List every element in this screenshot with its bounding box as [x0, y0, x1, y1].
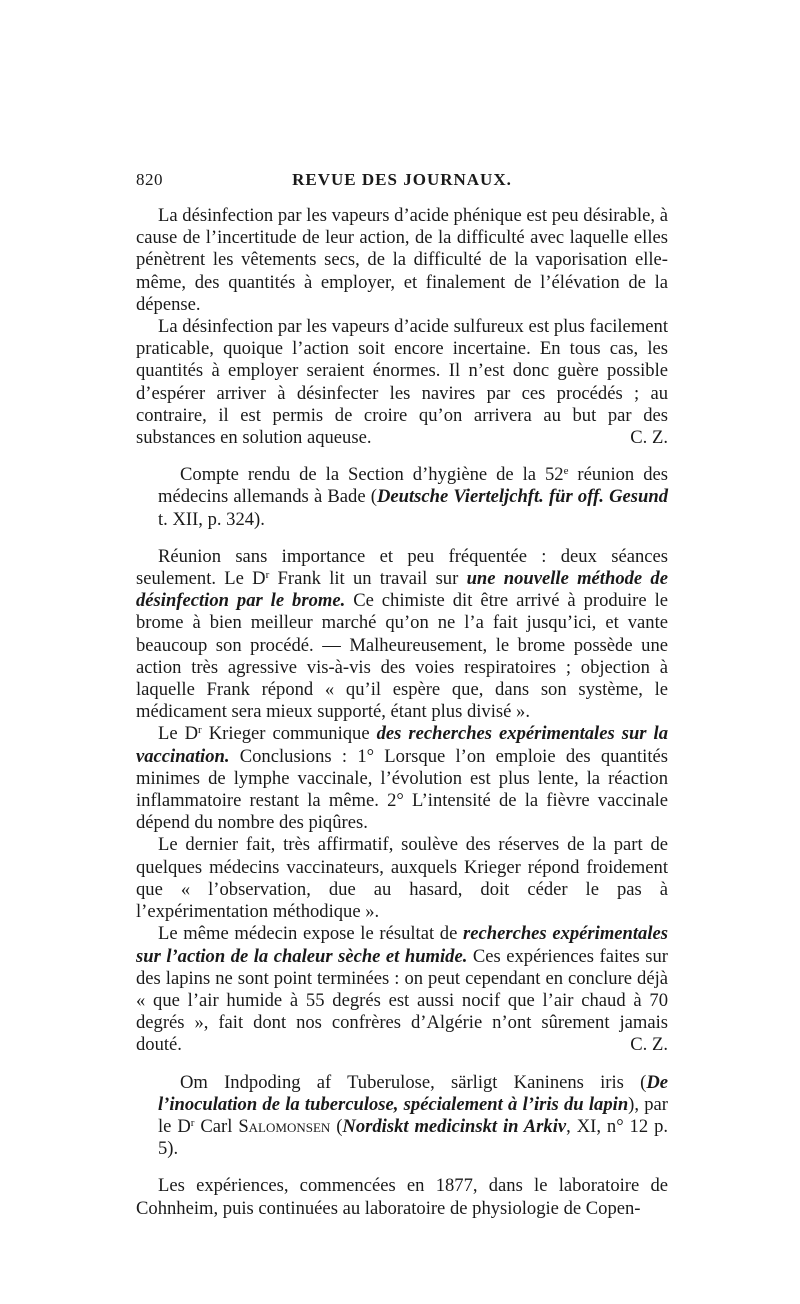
emphasis: des recherches expérimentales sur la vaccination.: [136, 723, 668, 767]
superscript: r: [198, 724, 202, 737]
paragraph-text: Krieger communique: [201, 723, 377, 745]
page-header: [136, 170, 668, 196]
paragraph-text: Réunion sans importance et peu fréquentée : deux séances seulement. Le D: [136, 545, 668, 590]
paragraph-text: Le même médecin expose le résultat de: [158, 923, 463, 945]
journal-name: Deutsche Vierteljchft. für off. Gesund: [376, 486, 668, 508]
superscript: e: [563, 465, 569, 478]
signature: C. Z.: [630, 1034, 668, 1056]
emphasis: recherches expérimentales sur l’action de la chaleur sèche et humide.: [136, 923, 668, 967]
paragraph-text: Ces expériences faites sur des lapins ne sont point terminées : on peut cependant en conclure déjà « que l’air humide à 55 degrés est aussi nocif que l’air chaud à 70 degrés », fait dont nos confrères d’Algérie n’ont sûrement jamais douté.: [136, 945, 668, 1056]
author-name: Salomonsen: [238, 1115, 331, 1137]
article-title-text: ), par le D: [158, 1093, 668, 1137]
paragraph-7: Les expériences, commencées en 1877, dans le laboratoire de Cohnheim, puis continuées au laboratoire de physiologie de Copen-: [136, 1175, 668, 1219]
paragraph-6: [136, 923, 668, 1056]
paragraph-5: Le dernier fait, très affirmatif, soulève des réserves de la part de quelques médecins vaccinateurs, auxquels Krieger répond froidement que « l’observation, due au hasard, doit céder le pas à l’expérimentation méthodique ».: [136, 834, 668, 923]
paragraph-2-text: La désinfection par les vapeurs d’acide sulfureux est plus facilement praticable, quoique l’action soit encore incertaine. En tous cas, les quantités à employer seraient énormes. Il n’est donc guère possible d’espérer arriver à désinfecter les navires par ces procédés ; au contraire, il est permis de croire qu’on arrivera au but par des substances en solution aqueuse.: [136, 316, 668, 449]
body-text: [136, 205, 668, 1220]
page-number: 820: [136, 170, 163, 189]
paragraph-2: [136, 316, 668, 449]
article-title: [136, 464, 668, 531]
article-title-text: , XI, n° 12 p. 5).: [158, 1115, 669, 1160]
article-title-text: réunion des médecins allemands à Bade (: [158, 464, 668, 508]
superscript: r: [190, 1116, 195, 1129]
paragraph-4: [136, 723, 668, 834]
signature: C. Z.: [630, 427, 668, 449]
article-title-text: (: [330, 1115, 343, 1137]
paragraph-text: Frank lit un travail sur: [269, 568, 467, 590]
article-title-text: Carl: [194, 1115, 239, 1137]
superscript: r: [265, 569, 270, 582]
paragraph-text: Le D: [158, 723, 199, 745]
emphasis: De l’inoculation de la tuberculose, spécialement à l’iris du lapin: [158, 1071, 668, 1115]
paragraph-text: Conclusions : 1° Lorsque l’on emploie des quantités minimes de lymphe vaccinale, l’évolution est plus lente, la réaction inflammatoire restant la même. 2° L’intensité de la fièvre vaccinale dépend du nombre des piqûres.: [136, 745, 668, 834]
article-title-text: Compte rendu de la Section d’hygiène de la 52: [180, 464, 564, 486]
paragraph-3: [136, 546, 668, 724]
article-title-text: t. XII, p. 324).: [158, 508, 265, 530]
running-title: REVUE DES JOURNAUX.: [292, 170, 512, 189]
journal-name: Nordiskt medicinskt in Arkiv: [342, 1115, 567, 1137]
article-title: [136, 1072, 668, 1161]
article-title-text: Om Indpoding af Tuberulose, särligt Kaninens iris (: [180, 1071, 647, 1093]
emphasis: une nouvelle méthode de désinfection par le brome.: [136, 568, 668, 612]
paragraph-1: La désinfection par les vapeurs d’acide phénique est peu désirable, à cause de l’incertitude de leur action, de la difficulté avec laquelle elles pénètrent les vêtements secs, de la difficulté de la vaporisation elle-même, des quantités à employer, et finalement de l’élévation de la dépense.: [136, 205, 668, 315]
paragraph-text: Ce chimiste dit être arrivé à produire le brome à bien meilleur marché qu’on ne l’a fait jusqu’ici, et vante beaucoup son procédé. — Malheureusement, le brome possède une action très agressive vis-à-vis des voies respiratoires ; objection à laquelle Frank répond « qu’il espère que, dans son système, le médicament sera mieux supporté, étant plus divisé ».: [136, 590, 668, 723]
